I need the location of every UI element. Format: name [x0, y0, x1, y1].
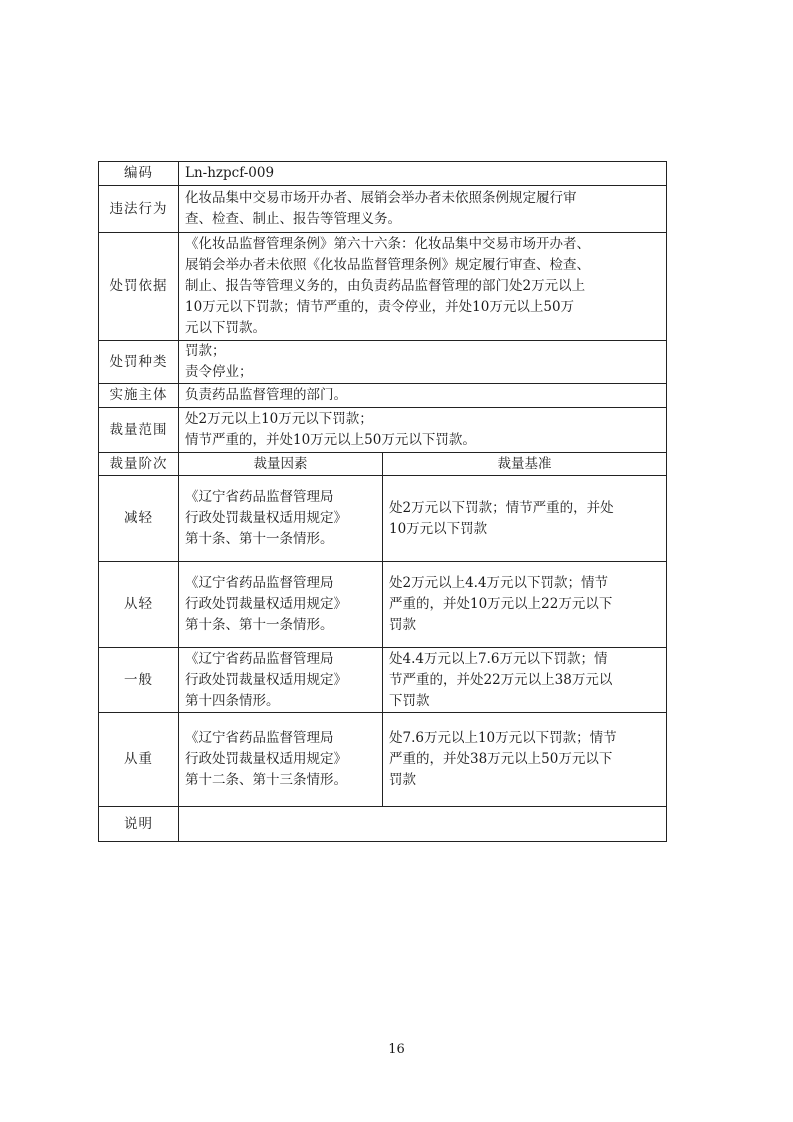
discretion-row: [99, 562, 667, 648]
basis-cell: [383, 476, 667, 562]
note-label: 说明: [99, 807, 179, 842]
factor-line: 《辽宁省药品监督管理局: [185, 489, 334, 505]
range-label: 裁量范围: [99, 408, 179, 453]
range-text: [179, 408, 667, 453]
discretion-row: [99, 713, 667, 807]
basis-line: 10万元以下罚款: [389, 520, 488, 537]
factor-line: 行政处罚裁量权适用规定》: [185, 751, 347, 767]
level-cell: 一般: [99, 648, 179, 713]
factor-line: 《辽宁省药品监督管理局: [185, 730, 334, 746]
basis-line: 制止、报告等管理义务的，由负责药品监督管理的部门处2万元以上: [185, 278, 586, 294]
code-value: Ln-hzpcf-009: [179, 162, 667, 186]
discretion-row: [99, 648, 667, 713]
basis-header: 裁量基准: [383, 453, 667, 476]
basis-line: 严重的，并处38万元以上50万元以下: [389, 751, 613, 767]
factor-header: 裁量因素: [179, 453, 383, 476]
factor-line: 行政处罚裁量权适用规定》: [185, 671, 347, 688]
range-row: [99, 408, 667, 453]
penalty-discretion-table: [98, 161, 667, 842]
range-line: 情节严重的，并处10万元以上50万元以下罚款。: [185, 432, 476, 448]
subject-row: [99, 384, 667, 408]
penalty-type-line: 罚款；: [185, 343, 226, 359]
subject-label: 实施主体: [99, 384, 179, 408]
level-header: 裁量阶次: [99, 453, 179, 476]
violation-line: 查、检查、制止、报告等管理义务。: [185, 211, 401, 227]
violation-label: 违法行为: [99, 186, 179, 233]
penalty-type-text: [179, 341, 667, 384]
basis-cell: [383, 562, 667, 648]
note-row: [99, 807, 667, 842]
discretion-row: [99, 476, 667, 562]
basis-label: 处罚依据: [99, 233, 179, 341]
factor-line: 《辽宁省药品监督管理局: [185, 575, 334, 591]
factor-cell: [179, 476, 383, 562]
discretion-header-row: [99, 453, 667, 476]
factor-line: 行政处罚裁量权适用规定》: [185, 510, 347, 526]
basis-line: 元以下罚款。: [185, 320, 266, 336]
basis-line: 处4.4万元以上7.6万元以下罚款；情: [389, 650, 608, 667]
penalty-type-label: 处罚种类: [99, 341, 179, 384]
basis-line: 罚款: [389, 772, 416, 788]
penalty-type-line: 责令停业；: [185, 364, 253, 380]
subject-value: 负责药品监督管理的部门。: [179, 384, 667, 408]
basis-line: 《化妆品监督管理条例》第六十六条：化妆品集中交易市场开办者、: [185, 236, 590, 252]
level-cell: 从重: [99, 713, 179, 807]
violation-line: 化妆品集中交易市场开办者、展销会举办者未依照条例规定履行审: [185, 190, 577, 206]
level-cell: 减轻: [99, 476, 179, 562]
penalty-type-row: [99, 341, 667, 384]
basis-line: 处2万元以上4.4万元以下罚款；情节: [389, 575, 609, 591]
basis-line: 严重的，并处10万元以上22万元以下: [389, 596, 613, 612]
basis-line: 下罚款: [389, 692, 430, 709]
basis-line: 处2万元以下罚款；情节严重的，并处: [389, 499, 614, 516]
factor-line: 第十条、第十一条情形。: [185, 531, 334, 547]
factor-line: 行政处罚裁量权适用规定》: [185, 596, 347, 612]
basis-cell: [383, 713, 667, 807]
basis-line: 罚款: [389, 617, 416, 633]
basis-line: 节严重的，并处22万元以上38万元以: [389, 671, 613, 688]
factor-cell: [179, 713, 383, 807]
basis-cell: [383, 648, 667, 713]
basis-row: [99, 233, 667, 341]
basis-line: 处7.6万元以上10万元以下罚款；情节: [389, 730, 617, 746]
factor-cell: [179, 562, 383, 648]
code-label: 编码: [99, 162, 179, 186]
violation-text: [179, 186, 667, 233]
factor-line: 《辽宁省药品监督管理局: [185, 650, 334, 667]
violation-row: [99, 186, 667, 233]
factor-line: 第十四条情形。: [185, 692, 280, 709]
basis-line: 展销会举办者未依照《化妆品监督管理条例》规定履行审查、检查、: [185, 257, 590, 273]
basis-text: [179, 233, 667, 341]
basis-line: 10万元以下罚款；情节严重的，责令停业，并处10万元以上50万: [185, 299, 575, 315]
factor-cell: [179, 648, 383, 713]
note-value: [179, 807, 667, 842]
factor-line: 第十二条、第十三条情形。: [185, 772, 347, 788]
page-number: 16: [388, 1042, 405, 1057]
factor-line: 第十条、第十一条情形。: [185, 617, 334, 633]
range-line: 处2万元以上10万元以下罚款；: [185, 411, 373, 427]
code-row: [99, 162, 667, 186]
level-cell: 从轻: [99, 562, 179, 648]
